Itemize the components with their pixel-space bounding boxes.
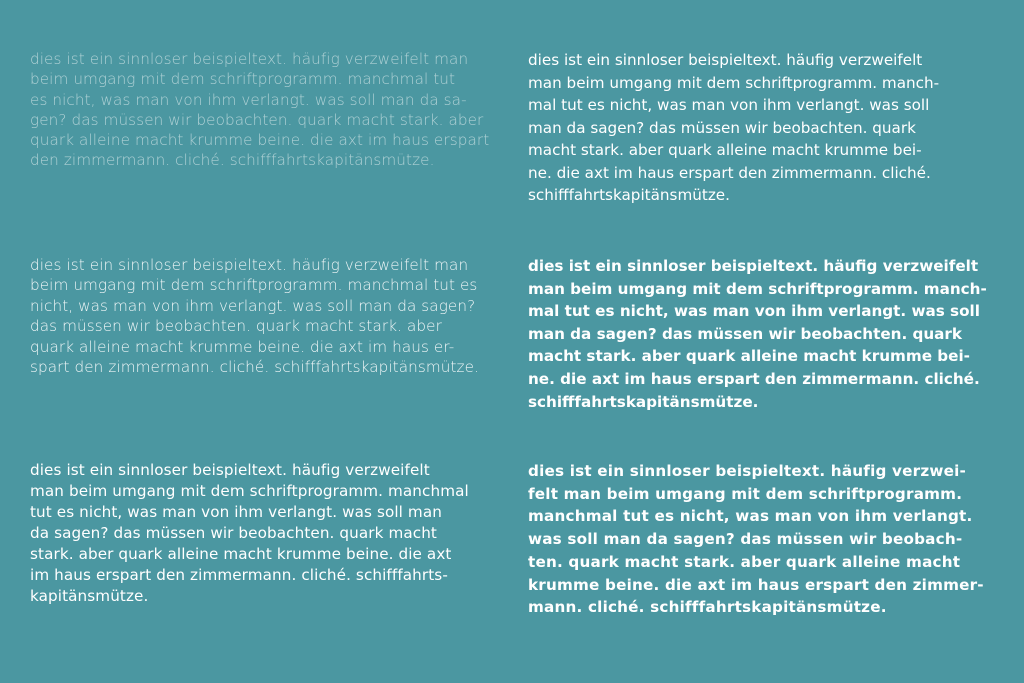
specimen-medium	[528, 255, 998, 413]
specimen-line: mal tut es nicht, was man von ihm verlangt. was soll	[528, 96, 930, 114]
specimen-thin	[30, 255, 500, 377]
specimen-line: schifffahrtskapitänsmütze.	[528, 186, 730, 204]
specimen-line: man da sagen? das müssen wir beobachten. quark	[528, 324, 963, 343]
specimen-line: kapitänsmütze.	[30, 587, 149, 605]
specimen-line: dies ist ein sinnloser beispieltext. häufig verzweifelt man	[30, 256, 469, 274]
specimen-line: ne. die axt im haus erspart den zimmermann. cliché.	[528, 369, 980, 388]
specimen-line: stark. aber quark alleine macht krumme beine. die axt	[30, 545, 452, 563]
specimen-line: ne. die axt im haus erspart den zimmermann. cliché.	[528, 163, 931, 182]
specimen-line: quark alleine macht krumme beine. die axt im haus er-	[30, 337, 455, 356]
specimen-line: beim umgang mit dem schriftprogramm. manchmal tut	[30, 70, 456, 89]
specimen-line: dies ist ein sinnloser beispieltext. häufig verzweifelt man	[30, 50, 469, 68]
specimen-line: gen? das müssen wir beobachten. quark macht stark. aber	[30, 110, 484, 129]
specimen-line: man beim umgang mit dem schriftprogramm. manchmal	[30, 482, 469, 500]
specimen-line: es nicht, was man von ihm verlangt. was soll man da sa-	[30, 90, 467, 109]
specimen-light	[30, 460, 500, 607]
specimen-line: man beim umgang mit dem schriftprogramm. manch-	[528, 73, 940, 92]
specimen-line: macht stark. aber quark alleine macht krumme bei-	[528, 347, 970, 366]
specimen-line: dies ist ein sinnloser beispieltext. häufig verzweifelt	[528, 51, 923, 69]
specimen-line: man beim umgang mit dem schriftprogramm. manch-	[528, 279, 987, 298]
specimen-line: den zimmermann. cliché. schifffahrtskapitänsmütze.	[30, 151, 435, 170]
specimen-regular	[528, 49, 998, 207]
specimen-line: was soll man da sagen? das müssen wir beobach-	[528, 530, 963, 549]
specimen-line: dies ist ein sinnloser beispieltext. häufig verzweifelt	[30, 461, 430, 479]
specimen-line: quark alleine macht krumme beine. die axt im haus erspart	[30, 131, 490, 150]
specimen-line: nicht, was man von ihm verlangt. was soll man da sagen?	[30, 296, 476, 315]
specimen-line: felt man beim umgang mit dem schriftprogramm.	[528, 484, 963, 503]
specimen-line: mann. cliché. schifffahrtskapitänsmütze.	[528, 598, 887, 617]
specimen-line: manchmal tut es nicht, was man von ihm verlangt.	[528, 507, 973, 526]
specimen-line: da sagen? das müssen wir beobachten. quark macht	[30, 524, 437, 542]
specimen-line: dies ist ein sinnloser beispieltext. häufig verzweifelt	[528, 257, 979, 275]
specimen-line: man da sagen? das müssen wir beobachten. quark	[528, 118, 916, 137]
specimen-line: tut es nicht, was man von ihm verlangt. was soll man	[30, 503, 442, 521]
specimen-line: schifffahrtskapitänsmütze.	[528, 392, 759, 411]
specimen-line: macht stark. aber quark alleine macht krumme bei-	[528, 141, 922, 159]
specimen-line: das müssen wir beobachten. quark macht stark. aber	[30, 317, 442, 336]
specimen-line: krumme beine. die axt im haus erspart den zimmer-	[528, 575, 984, 594]
specimen-hairline	[30, 49, 500, 171]
specimen-bold	[528, 460, 998, 619]
specimen-line: mal tut es nicht, was man von ihm verlangt. was soll	[528, 302, 980, 321]
specimen-line: ten. quark macht stark. aber quark alleine macht	[528, 552, 961, 571]
specimen-line: dies ist ein sinnloser beispieltext. häufig verzwei-	[528, 462, 967, 480]
specimen-line: im haus erspart den zimmermann. cliché. schifffahrts-	[30, 566, 448, 584]
specimen-line: spart den zimmermann. cliché. schifffahrtskapitänsmütze.	[30, 358, 480, 377]
specimen-line: beim umgang mit dem schriftprogramm. manchmal tut es	[30, 276, 478, 295]
